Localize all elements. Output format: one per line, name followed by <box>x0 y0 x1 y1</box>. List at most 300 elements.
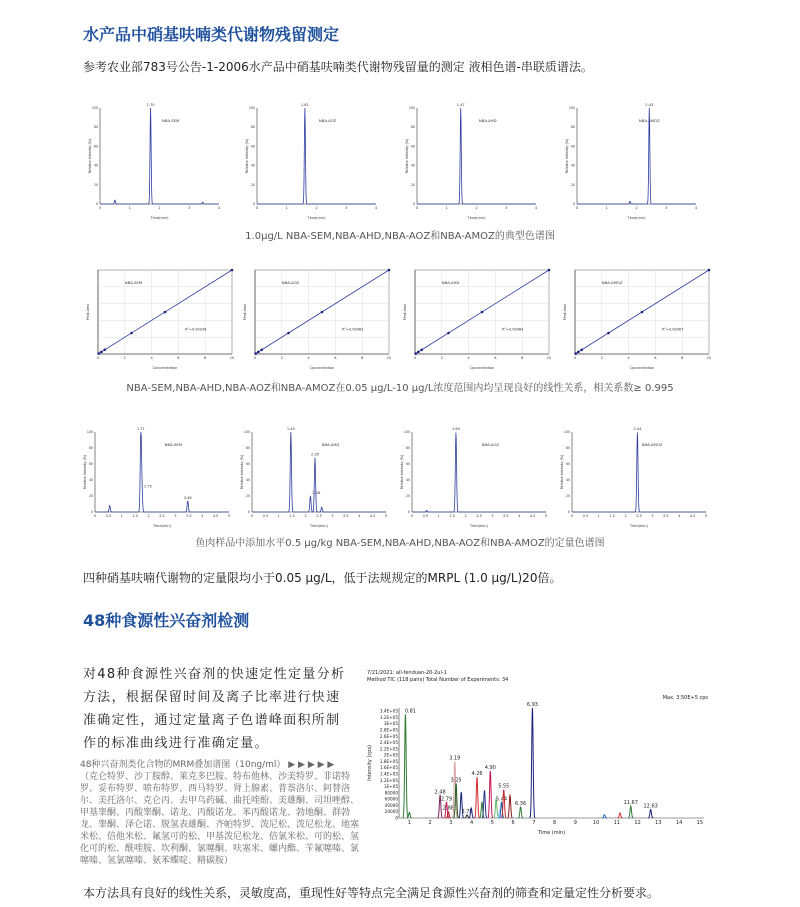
x-tick-label: 0 <box>575 206 579 210</box>
data-point <box>254 352 257 355</box>
chromatogram-trace <box>252 432 386 512</box>
x-tick-label: 4 <box>217 206 221 210</box>
y-tick-label: 20 <box>245 494 250 498</box>
caption-sample: 鱼肉样品中添加水平0.5 μg/kg NBA-SEM,NBA-AHD,NBA-AOZ和NBA-AMOZ的定量色谱图 <box>195 538 605 549</box>
x-tick-label: 2 <box>428 820 432 826</box>
x-axis-label: Time(min) <box>630 524 648 528</box>
x-tick-label: 0 <box>573 356 577 360</box>
x-tick-label: 14 <box>675 820 683 826</box>
tic-peak <box>475 777 480 818</box>
y-tick-label: 60 <box>245 462 250 466</box>
x-tick-label: 4.5 <box>369 514 376 518</box>
y-tick-label: 100 <box>408 106 415 110</box>
x-tick-label: 1 <box>597 514 600 518</box>
x-tick-label: 13 <box>655 820 662 826</box>
y-tick-label: 80 <box>570 125 575 130</box>
tic-header-sample: 7/21/2021: all-fenduan-20-2ul-1 <box>367 670 447 676</box>
x-tick-label: 2 <box>475 206 478 210</box>
peak-label: 4.90 <box>484 764 496 771</box>
r-squared-label: R²=0.99967 <box>662 327 684 332</box>
x-tick-label: 5 <box>227 514 231 518</box>
peak-label: 1.75 <box>143 484 152 489</box>
y-tick-label: 100 <box>91 106 98 110</box>
peak-label: 4.26 <box>471 771 483 778</box>
x-tick-label: 8 <box>553 820 557 826</box>
x-tick-label: 2.5 <box>476 514 482 518</box>
x-tick-label: 3 <box>345 206 348 210</box>
x-tick-label: 2 <box>147 514 150 518</box>
y-axis-label: Peak Area <box>86 304 90 320</box>
y-tick-label: 2.6E+05 <box>379 733 398 739</box>
x-tick-label: 1.5 <box>449 514 455 518</box>
tic-peak <box>617 813 622 818</box>
chart-svg <box>563 262 713 370</box>
y-tick-label: 20 <box>570 182 575 187</box>
peak-label: 5.55 <box>498 783 510 790</box>
x-tick-label: 4 <box>358 514 361 518</box>
y-tick-label: 60 <box>410 144 415 149</box>
peak-label: 0.81 <box>404 708 417 715</box>
tic-peak <box>602 815 607 818</box>
x-tick-label: 4.5 <box>689 514 696 518</box>
y-tick-label: 1E+05 <box>383 784 398 790</box>
tic-peak <box>530 708 535 818</box>
y-tick-label: 60 <box>250 144 255 149</box>
peak-label: 6.36 <box>515 801 527 807</box>
x-tick-label: 1 <box>445 206 448 210</box>
intro-text: 参考农业部783号公告-1-2006水产品中硝基呋喃类代谢物残留量的测定 液相色谱-串联质谱法。 <box>83 60 593 74</box>
tic-header-method: Method TIC (118 pairs) Total Number of Experiments: 34 <box>367 677 509 683</box>
lead-text: 对48种食源性兴奋剂的快速定性定量分析方法，根据保留时间及离子比率进行快速准确定性，通过定量离子色谱峰面积所制作的标准曲线进行准确定量。 <box>83 667 346 751</box>
y-tick-label: 1.4E+05 <box>379 771 398 777</box>
x-tick-label: 0 <box>250 514 254 518</box>
y-tick-label: 40 <box>565 478 570 482</box>
x-tick-label: 0 <box>255 206 259 210</box>
x-axis-label: Concentration <box>309 366 335 370</box>
y-tick-label: 20 <box>93 182 98 187</box>
y-tick-label: 40 <box>93 163 98 168</box>
x-tick-label: 8 <box>681 356 684 360</box>
peak-label: 1.64 <box>451 427 460 431</box>
data-point <box>417 351 420 354</box>
section-title-nitrofuran: 水产品中硝基呋喃类代谢物残留测定 <box>83 25 340 44</box>
x-tick-label: 1 <box>605 206 608 210</box>
sample-chart-nba-aoz <box>400 424 550 528</box>
y-tick-label: 0 <box>412 202 415 206</box>
x-tick-label: 3.5 <box>663 514 669 518</box>
chart-svg <box>405 100 540 220</box>
x-tick-label: 5 <box>544 514 548 518</box>
x-tick-label: 15 <box>696 820 704 826</box>
data-point <box>100 351 103 354</box>
compound-label: NBA-AMOZ <box>601 280 623 285</box>
chromatogram-trace <box>95 432 229 512</box>
x-tick-label: 10 <box>546 356 552 360</box>
tic-peak <box>648 810 653 818</box>
y-tick-label: 80 <box>250 125 255 130</box>
x-tick-label: 5 <box>490 820 494 826</box>
data-point <box>257 351 260 354</box>
x-tick-label: 0 <box>98 206 102 210</box>
y-axis-label: Relative Intensity (%) <box>565 138 569 174</box>
compound-label: NBA-AMOZ <box>638 118 660 123</box>
y-tick-label: 0 <box>95 202 98 206</box>
x-tick-label: 0 <box>96 356 100 360</box>
data-point <box>260 349 263 352</box>
y-tick-label: 80000 <box>384 790 398 796</box>
y-tick-label: 0 <box>407 510 410 514</box>
compound-label: NBA-SEM <box>124 280 143 285</box>
x-tick-label: 6 <box>511 820 515 826</box>
x-tick-label: 0 <box>570 514 574 518</box>
data-point <box>574 352 577 355</box>
x-tick-label: 4.5 <box>212 514 219 518</box>
x-tick-label: 3 <box>665 206 668 210</box>
x-tick-label: 4 <box>694 206 698 210</box>
y-tick-label: 60 <box>565 462 570 466</box>
y-tick-label: 80 <box>245 446 250 450</box>
conclusion-stimulants: 本方法具有良好的线性关系，灵敏度高，重现性好等特点完全满足食源性兴奋剂的筛查和定量定性分析要求。 <box>83 886 660 900</box>
data-point <box>97 352 100 355</box>
y-tick-label: 100 <box>243 430 250 434</box>
x-tick-label: 10 <box>386 356 392 360</box>
x-tick-label: 8 <box>521 356 524 360</box>
compound-label: NBA-AHD <box>321 442 340 447</box>
chromatogram-trace <box>257 108 376 204</box>
data-point <box>414 352 417 355</box>
y-tick-label: 60 <box>93 144 98 149</box>
sample-chart-nba-ahd <box>240 424 390 528</box>
y-tick-label: 0 <box>252 202 255 206</box>
compound-label: NBA-AOZ <box>318 118 337 123</box>
y-tick-label: 20 <box>88 494 93 498</box>
y-tick-label: 0 <box>247 510 250 514</box>
y-axis-label: Relative Intensity (%) <box>88 138 92 174</box>
x-tick-label: 1 <box>285 206 288 210</box>
data-point <box>231 269 234 272</box>
y-tick-label: 100 <box>563 430 570 434</box>
chart-svg <box>243 262 393 370</box>
x-tick-label: 3 <box>505 206 508 210</box>
x-tick-label: 3 <box>449 820 453 826</box>
x-tick-label: 5 <box>384 514 388 518</box>
x-tick-label: 1 <box>437 514 440 518</box>
x-axis-label: Time(min) <box>150 216 169 220</box>
x-tick-label: 2.5 <box>636 514 642 518</box>
compound-label: NBA-AHD <box>441 280 460 285</box>
x-tick-label: 4 <box>534 206 538 210</box>
y-tick-label: 40 <box>245 478 250 482</box>
section-title-stimulants: 48种食源性兴奋剂检测 <box>83 611 250 630</box>
x-tick-label: 10 <box>706 356 712 360</box>
x-tick-label: 1.5 <box>609 514 615 518</box>
y-tick-label: 40000 <box>384 802 398 808</box>
y-tick-label: 80 <box>565 446 570 450</box>
data-point <box>164 311 167 314</box>
x-tick-label: 7 <box>532 820 536 826</box>
y-tick-label: 60000 <box>384 796 398 802</box>
caption-calibration: NBA-SEM,NBA-AHD,NBA-AOZ和NBA-AMOZ在0.05 μg/L-10 μg/L浓度范围内均呈现良好的线性关系，相关系数≥ 0.995 <box>126 383 674 394</box>
y-tick-label: 80 <box>93 125 98 130</box>
y-tick-label: 100 <box>86 430 93 434</box>
peak-label: 11.67 <box>623 800 638 807</box>
tic-peak <box>628 806 633 818</box>
x-tick-label: 4 <box>678 514 681 518</box>
peak-label: 6.93 <box>526 702 538 708</box>
standard-chart-nba-ahd <box>405 100 540 220</box>
x-tick-label: 4 <box>627 356 630 360</box>
chart-svg <box>86 262 236 370</box>
y-tick-label: 0 <box>395 815 398 821</box>
tic-peak <box>508 795 513 818</box>
r-squared-label: R²=0.99936 <box>185 327 207 332</box>
y-tick-label: 40 <box>410 163 415 168</box>
compound-label: NBA-SEM <box>164 442 183 447</box>
chart-svg <box>403 262 553 370</box>
x-axis-label: Time(min) <box>627 216 646 220</box>
chromatogram-trace <box>412 432 546 512</box>
x-tick-label: 1 <box>128 206 131 210</box>
x-tick-label: 6 <box>177 356 180 360</box>
x-tick-label: 4 <box>374 206 378 210</box>
peak-label: 2.35 <box>310 452 319 457</box>
data-point <box>580 349 583 352</box>
x-tick-label: 2 <box>635 206 638 210</box>
y-tick-label: 100 <box>403 430 410 434</box>
x-tick-label: 3.5 <box>186 514 192 518</box>
data-point <box>481 311 484 314</box>
x-tick-label: 3 <box>188 206 191 210</box>
peak-label: 3.46 <box>183 495 192 500</box>
x-tick-label: 10 <box>229 356 235 360</box>
x-tick-label: 4 <box>201 514 204 518</box>
x-tick-label: 4 <box>467 356 470 360</box>
x-axis-label: Concentration <box>629 366 655 370</box>
y-tick-label: 20 <box>565 494 570 498</box>
x-tick-label: 11 <box>613 820 621 826</box>
y-tick-label: 40 <box>405 478 410 482</box>
peak-label: 1.70 <box>146 103 155 107</box>
tic-svg <box>365 668 710 838</box>
x-tick-label: 3.5 <box>343 514 349 518</box>
sample-chart-nba-sem <box>83 424 233 528</box>
chromatogram-trace <box>100 108 219 204</box>
x-tick-label: 2.5 <box>316 514 322 518</box>
y-tick-label: 60 <box>405 462 410 466</box>
x-tick-label: 2 <box>440 356 443 360</box>
peak-label: 1.61 <box>300 103 309 107</box>
data-point <box>607 332 610 335</box>
x-tick-label: 6 <box>334 356 337 360</box>
data-point <box>103 349 106 352</box>
x-tick-label: 6 <box>654 356 657 360</box>
y-axis-label: Relative Intensity (%) <box>400 454 404 490</box>
peak-label: 1.47 <box>456 103 465 107</box>
y-tick-label: 100 <box>248 106 255 110</box>
y-tick-label: 1.6E+05 <box>379 765 398 771</box>
x-tick-label: 2 <box>280 356 283 360</box>
figure-caption <box>80 759 362 867</box>
x-tick-label: 0 <box>93 514 97 518</box>
x-axis-label: Time(min) <box>310 524 328 528</box>
x-tick-label: 1 <box>120 514 123 518</box>
data-point <box>641 311 644 314</box>
compound-label: NBA-AOZ <box>481 442 500 447</box>
chart-svg <box>245 100 380 220</box>
y-axis-label: Peak Area <box>563 304 567 320</box>
x-tick-label: 3 <box>491 514 494 518</box>
x-tick-label: 3 <box>174 514 177 518</box>
x-tick-label: 4 <box>307 356 310 360</box>
standard-chart-nba-amoz <box>565 100 700 220</box>
y-tick-label: 2.2E+05 <box>379 746 398 752</box>
x-axis-label: Time(min) <box>467 216 486 220</box>
data-point <box>548 269 551 272</box>
x-tick-label: 9 <box>573 820 577 826</box>
x-tick-label: 6 <box>494 356 497 360</box>
x-axis-label: Time (min) <box>537 830 566 836</box>
y-tick-label: 0 <box>567 510 570 514</box>
x-tick-label: 1.5 <box>289 514 295 518</box>
x-tick-label: 4.5 <box>529 514 536 518</box>
y-tick-label: 60 <box>570 144 575 149</box>
x-tick-label: 3.5 <box>503 514 509 518</box>
caption-standard: 1.0μg/L NBA-SEM,NBA-AHD,NBA-AOZ和NBA-AMOZ的典型色谱图 <box>245 231 555 242</box>
x-axis-label: Time(min) <box>470 524 488 528</box>
y-tick-label: 20000 <box>384 809 398 815</box>
x-tick-label: 10 <box>592 820 600 826</box>
y-axis-label: Relative Intensity (%) <box>405 138 409 174</box>
compound-label: NBA-AOZ <box>281 280 300 285</box>
y-tick-label: 2.8E+05 <box>379 727 398 733</box>
x-tick-label: 4 <box>470 820 474 826</box>
peak-label: 2.44 <box>633 427 642 431</box>
calibration-chart-nba-ahd <box>403 262 553 370</box>
chart-svg <box>88 100 223 220</box>
peak-label: 2.48 <box>434 789 446 796</box>
x-tick-label: 0 <box>415 206 419 210</box>
conclusion-nitrofuran: 四种硝基呋喃代谢物的定量限均小于0.05 μg/L，低于法规规定的MRPL (1.0 μg/L)20倍。 <box>83 571 562 585</box>
y-tick-label: 20 <box>405 494 410 498</box>
standard-chart-nba-aoz <box>245 100 380 220</box>
x-tick-label: 12 <box>634 820 641 826</box>
compound-label: NBA-SEM <box>161 118 180 123</box>
y-tick-label: 80 <box>405 446 410 450</box>
data-point <box>420 349 423 352</box>
tic-peak <box>488 771 493 818</box>
y-tick-label: 80 <box>410 125 415 130</box>
standard-chart-nba-sem <box>88 100 223 220</box>
data-point <box>388 269 391 272</box>
calibration-chart-nba-amoz <box>563 262 713 370</box>
x-tick-label: 1 <box>277 514 280 518</box>
y-axis-label: Relative Intensity (%) <box>560 454 564 490</box>
x-tick-label: 5 <box>704 514 708 518</box>
tic-max-label: Max. 3.50E+5 cps <box>662 695 708 701</box>
compound-label: NBA-AHD <box>478 118 497 123</box>
x-tick-label: 3 <box>651 514 654 518</box>
data-point <box>577 351 580 354</box>
x-axis-label: Time(min) <box>153 524 171 528</box>
chromatogram-trace <box>417 108 536 204</box>
y-tick-label: 3.2E+05 <box>379 714 398 720</box>
peak-label: 3.19 <box>449 755 461 762</box>
y-tick-label: 0 <box>572 202 575 206</box>
x-tick-label: 2 <box>464 514 467 518</box>
y-axis-label: Peak Area <box>403 304 407 320</box>
x-tick-label: 2 <box>315 206 318 210</box>
x-tick-label: 4 <box>518 514 521 518</box>
x-tick-label: 0 <box>413 356 417 360</box>
peak-label: 3.25 <box>450 777 462 784</box>
x-tick-label: 1.5 <box>132 514 138 518</box>
y-tick-label: 100 <box>568 106 575 110</box>
peak-label: 1.45 <box>286 427 295 431</box>
chromatogram-trace <box>572 432 706 512</box>
y-tick-label: 40 <box>250 163 255 168</box>
data-point <box>130 332 133 335</box>
x-tick-label: 2.5 <box>159 514 165 518</box>
x-tick-label: 2 <box>304 514 307 518</box>
chart-svg <box>565 100 700 220</box>
tic-peak <box>403 714 408 817</box>
tic-chart <box>365 668 710 836</box>
y-tick-label: 60 <box>88 462 93 466</box>
peak-label: 2.18 <box>312 491 321 495</box>
y-tick-label: 2.4E+05 <box>379 740 398 746</box>
r-squared-label: R²=0.99983 <box>342 327 364 332</box>
compound-list: （克仑特罗、沙丁胺醇、莱克多巴胺、特布他林、沙美特罗、非诺特罗、妥布特罗、喷布特罗、西马特罗、肾上腺素、普萘洛尔、阿替洛尔、美托洛尔、克仑丙、去甲乌药碱、曲托喹酚、美雄酮、司坦唑醇、甲基睾酮、丙酸睾酮、诺龙、丙酸诺龙、苯丙酸诺龙、勃地酮、群勃龙、睾酮、泽仑诺、脱氢表雄酮、齐帕特罗、泼尼松、泼尼松龙、地塞米松、倍他米松、氟氢可的松、甲基泼尼松龙、倍氯米松、可的松、氢化可的松、酰喹胺、坎利酮、氯噻酮、呋塞米、螺内酯、苄氟噻嗪、氯噻嗪、氢氯噻嗪、氨苯蝶啶、精碳胺） <box>80 772 360 866</box>
peak-label: 12.63 <box>643 803 658 810</box>
x-tick-label: 1 <box>407 820 411 826</box>
peak-label: 2.43 <box>645 103 654 107</box>
y-tick-label: 3.4E+05 <box>379 708 398 714</box>
y-tick-label: 40 <box>88 478 93 482</box>
calibration-chart-nba-sem <box>86 262 236 370</box>
sample-chart-nba-amoz <box>560 424 710 528</box>
data-point <box>287 332 290 335</box>
x-tick-label: 4 <box>150 356 153 360</box>
y-axis-label: Relative Intensity (%) <box>245 138 249 174</box>
y-tick-label: 20 <box>410 182 415 187</box>
y-tick-label: 0 <box>90 510 93 514</box>
peak-label: 5.44 <box>495 796 508 803</box>
data-point <box>321 311 324 314</box>
y-axis-label: Relative Intensity (%) <box>83 454 87 490</box>
compound-label: NBA-AMOZ <box>641 442 663 447</box>
x-tick-label: 3 <box>331 514 334 518</box>
chromatogram-trace <box>577 108 696 204</box>
x-axis-label: Concentration <box>469 366 495 370</box>
y-tick-label: 80 <box>88 446 93 450</box>
x-tick-label: 0.5 <box>422 514 429 518</box>
chart-svg <box>83 424 233 528</box>
x-tick-label: 8 <box>361 356 364 360</box>
figure-title: 48种兴奋剂类化合物的MRM叠加谱图（10ng/ml） ▶ ▶ ▶ ▶ ▶ <box>80 760 335 770</box>
x-tick-label: 0 <box>253 356 257 360</box>
x-tick-label: 0.5 <box>582 514 589 518</box>
peak-label: 2.88 <box>442 805 454 812</box>
peak-label: 2.79 <box>440 796 453 803</box>
calibration-chart-nba-aoz <box>243 262 393 370</box>
chart-svg <box>400 424 550 528</box>
x-tick-label: 0 <box>410 514 414 518</box>
x-tick-label: 0.5 <box>105 514 112 518</box>
x-tick-label: 2 <box>158 206 161 210</box>
chart-svg <box>560 424 710 528</box>
x-tick-label: 8 <box>204 356 207 360</box>
y-tick-label: 20 <box>250 182 255 187</box>
